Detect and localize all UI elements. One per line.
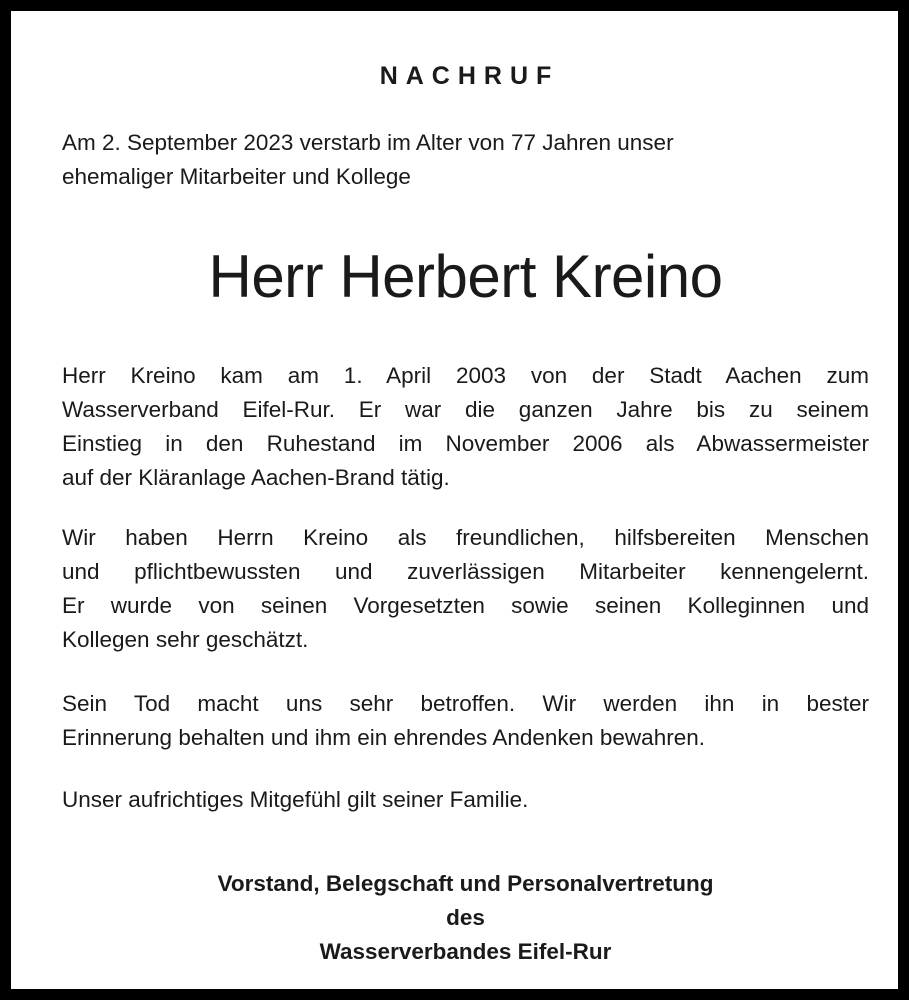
character-paragraph <box>62 521 869 657</box>
signature-line: Vorstand, Belegschaft und Personalvertretung <box>217 871 714 896</box>
paragraph-line: und pflichtbewussten und zuverlässigen Mitarbeiter kennengelernt. <box>62 559 869 584</box>
paragraph-line: Einstieg in den Ruhestand im November 2006 als Abwassermeister <box>62 431 869 456</box>
paragraph-line: Unser aufrichtiges Mitgefühl gilt seiner Familie. <box>62 787 529 812</box>
paragraph-line: auf der Kläranlage Aachen-Brand tätig. <box>62 465 450 490</box>
paragraph-line: Erinnerung behalten und ihm ein ehrendes Andenken bewahren. <box>62 725 705 750</box>
intro-line: Am 2. September 2023 verstarb im Alter von 77 Jahren unser <box>62 130 674 155</box>
paragraph-line: Herr Kreino kam am 1. April 2003 von der Stadt Aachen zum <box>62 363 869 388</box>
career-paragraph <box>62 359 869 495</box>
paragraph-line: Wir haben Herrn Kreino als freundlichen, hilfsbereiten Menschen <box>62 525 869 550</box>
intro-line: ehemaliger Mitarbeiter und Kollege <box>62 164 411 189</box>
notice-heading: NACHRUF <box>379 62 560 90</box>
signature-line: Wasserverbandes Eifel-Rur <box>319 939 612 964</box>
condolence-paragraph <box>62 783 869 817</box>
deceased-name: Herr Herbert Kreino <box>208 243 723 310</box>
paragraph-line: Kollegen sehr geschätzt. <box>62 627 309 652</box>
intro-text <box>62 126 872 194</box>
paragraph-line: Sein Tod macht uns sehr betroffen. Wir werden ihn in bester <box>62 691 869 716</box>
remembrance-paragraph <box>62 687 869 755</box>
paragraph-line: Er wurde von seinen Vorgesetzten sowie seinen Kolleginnen und <box>62 593 869 618</box>
paragraph-line: Wasserverband Eifel-Rur. Er war die ganzen Jahre bis zu seinem <box>62 397 869 422</box>
signature-line: des <box>446 905 485 930</box>
signature-block <box>11 867 909 969</box>
